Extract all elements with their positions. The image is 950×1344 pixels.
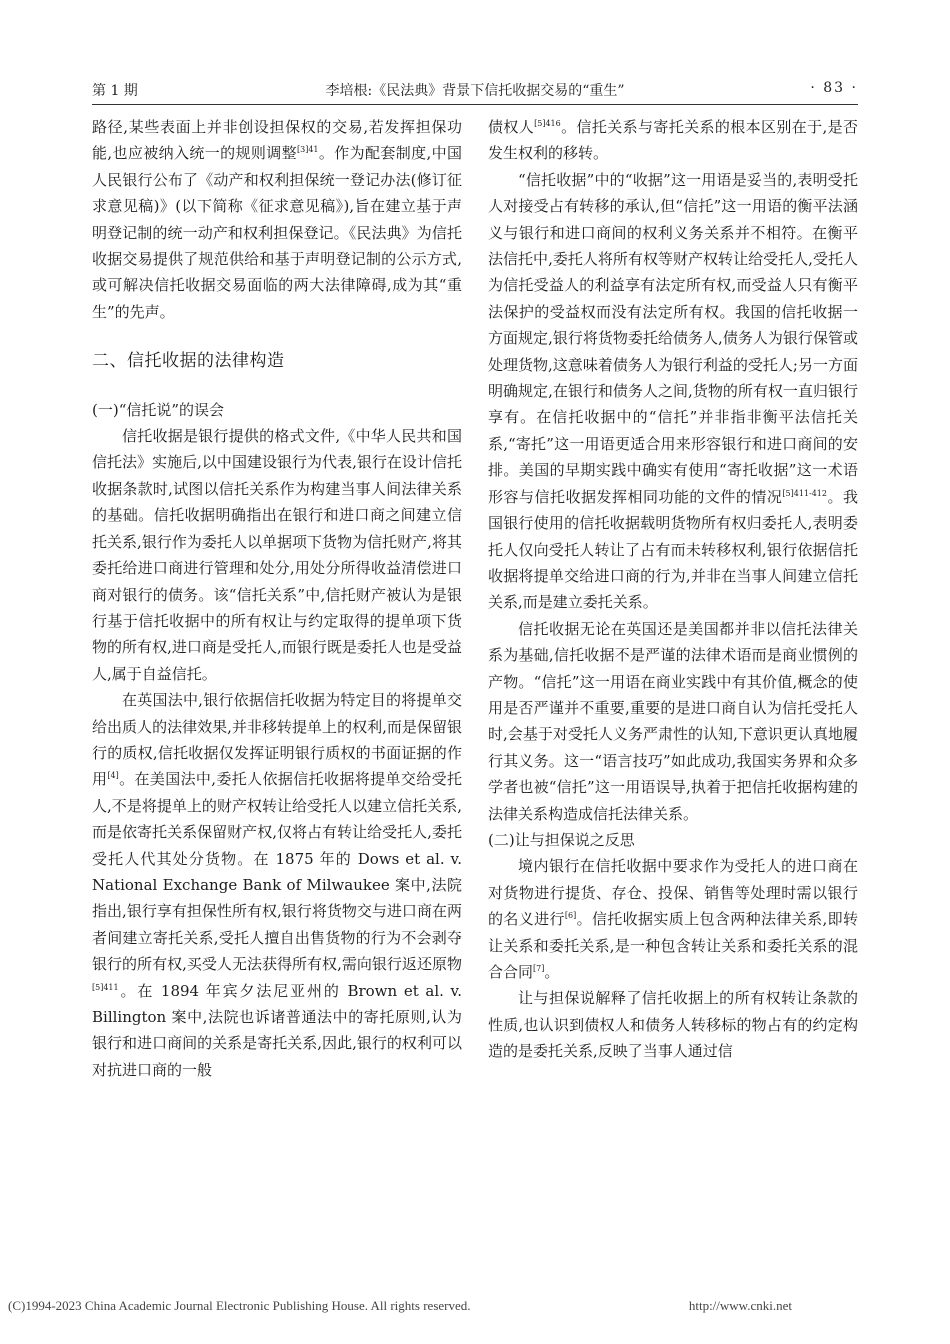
paragraph: 让与担保说解释了信托收据上的所有权转让条款的性质,也认识到债权人和债务人转移标的物占有的约定构造的是委托关系,反映了当事人通过信: [488, 989, 858, 1061]
cnki-url[interactable]: http://www.cnki.net: [688, 1298, 792, 1313]
paragraph: 债权人$^{[5]416}$。信托关系与寄托关系的根本区别在于,是否发生权利的移转。: [488, 118, 858, 163]
subsection-heading: (二)让与担保说之反思: [488, 830, 635, 849]
paragraph: 信托收据是银行提供的格式文件,《中华人民共和国信托法》实施后,以中国建设银行为代表,银行在设计信托收据条款时,试图以信托关系作为构建当事人间法律关系的基础。信托收据明确指出在银行和进口商之间建立信托关系,银行作为委托人以单据项下货物为信托财产,将其委托给进口商进行管理和处分,用处分所得收益清偿进口商对银行的债务。该“信托关系”中,信托财产被认为是银行基于信托收据中的所有权让与约定取得的提单项下货物的所有权,进口商是受托人,而银行既是委托人也是受益人,属于自益信托。: [92, 427, 462, 683]
article-title: 李培根:《民法典》背景下信托收据交易的“重生”: [325, 83, 625, 99]
running-header: [92, 76, 858, 102]
left-column: [92, 114, 462, 1083]
paragraph: 路径,某些表面上并非创设担保权的交易,若发挥担保功能,也应被纳入统一的规则调整$^{[3]41}$。作为配套制度,中国人民银行公布了《动产和权利担保统一登记办法(修订征求意见稿)》(以下简称《征求意见稿》),旨在建立基于声明登记制的统一动产和权利担保登记。《民法典》为信托收据交易提供了规范供给和基于声明登记制的公示方式,或可解决信托收据交易面临的两大法律障碍,成为其“重生”的先声。: [92, 118, 462, 321]
paragraph: 在英国法中,银行依据信托收据为特定目的将提单交给出质人的法律效果,并非移转提单上的权利,而是保留银行的质权,信托收据仅发挥证明银行质权的书面证据的作用[4]。在美国法中,委托人依据信托收据将提单交给受托人,不是将提单上的财产权转让给受托人以建立信托关系,而是依寄托关系保留财产权,仅将占有转让给受托人,委托受托人代其处分货物。在 1875 年的 Dows et al. v. National Exchange Bank of Milwaukee 案中,法院指出,银行享有担保性所有权,银行将货物交与进口商在两者间建立寄托关系,受托人擅自出售货物的行为不会剥夺银行的所有权,买受人无法获得所有权,需向银行返还原物$^{[5]411}$。在 1894 年宾夕法尼亚州的 Brown et al. v. Billington 案中,法院也诉诸普通法中的寄托原则,认为银行和进口商间的关系是寄托关系,因此,银行的权利可以对抗进口商的一般: [92, 691, 462, 1079]
issue-number: 第 1 期: [92, 83, 138, 99]
paragraph: “信托收据”中的“收据”这一用语是妥当的,表明受托人对接受占有转移的承认,但“信托”这一用语的衡平法涵义与银行和进口商间的权利义务关系并不相符。在衡平法信托中,委托人将所有权等财产权转让给受托人,受托人为信托受益人的利益享有法定所有权,而受益人只有衡平法保护的受益权而没有法定所有权。我国的信托收据一方面规定,银行将货物委托给债务人,债务人为银行保管或处理货物,这意味着债务人为银行利益的受托人;另一方面明确规定,在银行和债务人之间,货物的所有权一直归银行享有。在信托收据中的“信托”并非指非衡平法信托关系,“寄托”这一用语更适合用来形容银行和进口商间的安排。美国的早期实践中确实有使用“寄托收据”这一术语形容与信托收据发挥相同功能的文件的情况$^{[5]411-412}$。我国银行使用的信托收据载明货物所有权归委托人,表明委托人仅向受托人转让了占有而未转移权利,银行依据信托收据将提单交给进口商的行为,并非在当事人间建立信托关系,而是建立委托关系。: [488, 170, 858, 612]
paragraph: 信托收据无论在英国还是美国都并非以信托法律关系为基础,信托收据不是严谨的法律术语而是商业惯例的产物。“信托”这一用语在商业实践中有其价值,概念的使用是否严谨并不重要,重要的是进口商自认为信托受托人时,会基于对受托人义务严肃性的认知,下意识更认真地履行其义务。这一“语言技巧”如此成功,我国实务界和众多学者也被“信托”这一用语误导,执着于把信托收据构建的法律关系构造成信托法律关系。: [488, 619, 858, 823]
header-rule: [92, 104, 858, 105]
right-column: [488, 114, 858, 1065]
citation: [5]416: [534, 119, 561, 128]
citation: [3]41: [296, 145, 319, 155]
citation: [5]411-412: [782, 488, 827, 498]
citation: [5]411: [92, 982, 119, 992]
page-number: · 83 ·: [810, 80, 858, 96]
subsection-heading: (一)“信托说”的误会: [92, 400, 225, 419]
copyright-text: (C)1994-2023 China Academic Journal Electronic Publishing House. All rights reserved.: [8, 1298, 471, 1313]
citation: [6]: [564, 911, 577, 921]
section-heading: 二、信托收据的法律构造: [92, 351, 285, 372]
paragraph: 境内银行在信托收据中要求作为受托人的进口商在对货物进行提货、存仓、投保、销售等处理时需以银行的名义进行[6]。信托收据实质上包含两种法律关系,即转让关系和委托关系,是一种包含转让关系和委托关系的混合合同[7]。: [488, 857, 858, 981]
citation: [4]: [107, 771, 119, 781]
citation: [7]: [533, 964, 545, 973]
